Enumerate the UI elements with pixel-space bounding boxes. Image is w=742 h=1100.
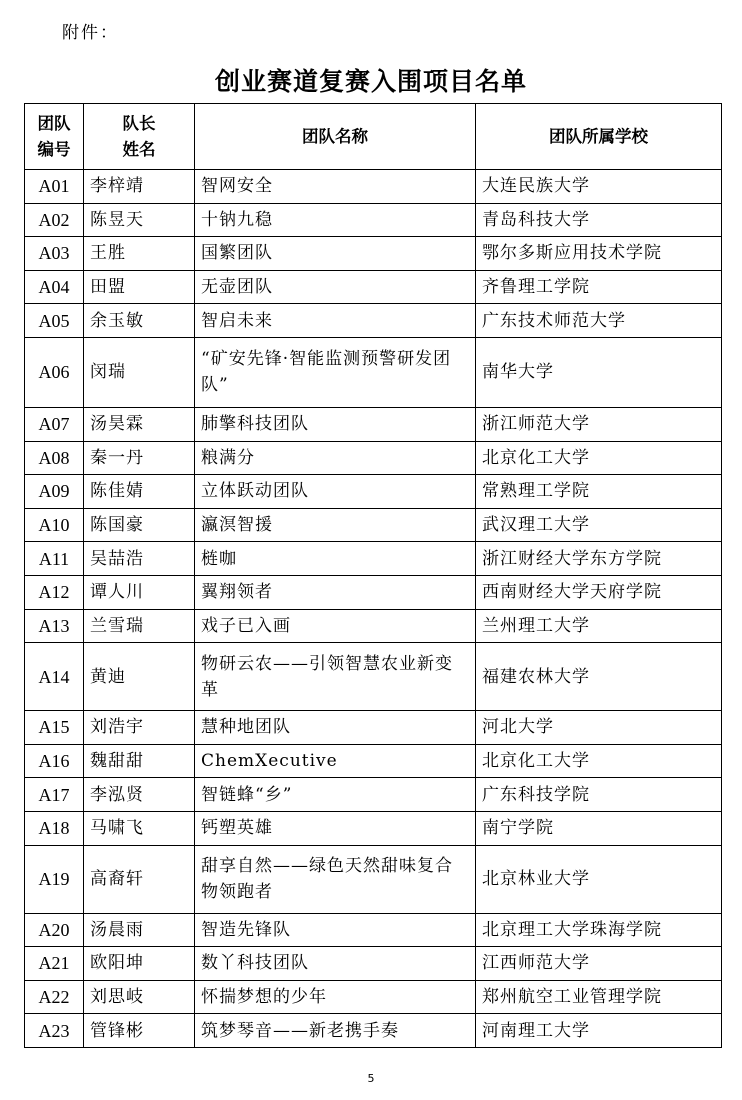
team-name-cell: 国繁团队 [195,237,476,271]
table-row [25,778,722,812]
header-school: 团队所属学校 [476,104,722,170]
leader-name-cell: 欧阳坤 [84,947,195,981]
table-row [25,811,722,845]
leader-name-cell: 陈昱天 [84,203,195,237]
team-code-cell: A22 [25,980,84,1014]
school-cell: 南宁学院 [476,811,722,845]
team-name-cell: 怀揣梦想的少年 [195,980,476,1014]
leader-name-cell: 陈佳婧 [84,475,195,509]
table-row [25,609,722,643]
leader-name-cell: 黄迪 [84,643,195,711]
leader-name-cell: 管锋彬 [84,1014,195,1048]
table-row [25,407,722,441]
table-row [25,845,722,913]
header-leader-name-line2: 姓名 [122,139,156,159]
leader-name-cell: 陈国豪 [84,508,195,542]
team-name-cell: 智启未来 [195,304,476,338]
table-header [25,104,722,170]
school-cell: 北京林业大学 [476,845,722,913]
team-name-cell: 立体跃动团队 [195,475,476,509]
table-row [25,744,722,778]
team-name-cell: “矿安先锋·智能监测预警研发团队” [195,337,476,407]
school-cell: 武汉理工大学 [476,508,722,542]
school-cell: 北京化工大学 [476,744,722,778]
team-code-cell: A09 [25,475,84,509]
table-row [25,508,722,542]
school-cell: 浙江财经大学东方学院 [476,542,722,576]
school-cell: 河南理工大学 [476,1014,722,1048]
table-row [25,237,722,271]
table-row [25,575,722,609]
leader-name-cell: 高裔轩 [84,845,195,913]
team-code-cell: A06 [25,337,84,407]
table-row [25,1014,722,1048]
team-name-cell: ChemXecutive [195,744,476,778]
team-code-cell: A16 [25,744,84,778]
team-code-cell: A04 [25,270,84,304]
leader-name-cell: 王胜 [84,237,195,271]
team-code-cell: A02 [25,203,84,237]
leader-name-cell: 秦一丹 [84,441,195,475]
school-cell: 西南财经大学天府学院 [476,575,722,609]
team-name-cell: 肺擎科技团队 [195,407,476,441]
header-team-name: 团队名称 [195,104,476,170]
team-code-cell: A01 [25,170,84,204]
leader-name-cell: 刘思岐 [84,980,195,1014]
team-name-cell: 无壶团队 [195,270,476,304]
team-code-cell: A11 [25,542,84,576]
school-cell: 常熟理工学院 [476,475,722,509]
team-code-cell: A19 [25,845,84,913]
header-team-code [25,104,84,170]
leader-name-cell: 汤昊霖 [84,407,195,441]
team-name-cell: 筑梦琴音——新老携手奏 [195,1014,476,1048]
leader-name-cell: 吴喆浩 [84,542,195,576]
table-row [25,980,722,1014]
school-cell: 福建农林大学 [476,643,722,711]
table-row [25,337,722,407]
school-cell: 南华大学 [476,337,722,407]
school-cell: 广东技术师范大学 [476,304,722,338]
team-code-cell: A03 [25,237,84,271]
page-number: 5 [367,1072,375,1085]
school-cell: 北京化工大学 [476,441,722,475]
team-name-cell: 甜享自然——绿色天然甜味复合物领跑者 [195,845,476,913]
leader-name-cell: 李梓靖 [84,170,195,204]
team-name-cell: 翼翔领者 [195,575,476,609]
table-row [25,170,722,204]
team-code-cell: A18 [25,811,84,845]
team-name-cell: 智链蜂“乡” [195,778,476,812]
school-cell: 河北大学 [476,711,722,745]
team-code-cell: A13 [25,609,84,643]
table-row [25,913,722,947]
team-code-cell: A08 [25,441,84,475]
leader-name-cell: 余玉敏 [84,304,195,338]
team-code-cell: A07 [25,407,84,441]
team-code-cell: A10 [25,508,84,542]
team-name-cell: 物研云农——引领智慧农业新变革 [195,643,476,711]
table-row [25,947,722,981]
team-code-cell: A20 [25,913,84,947]
team-name-cell: 瀛溟智援 [195,508,476,542]
table-row [25,270,722,304]
school-cell: 大连民族大学 [476,170,722,204]
team-name-cell: 数丫科技团队 [195,947,476,981]
table-row [25,475,722,509]
team-name-cell: 智网安全 [195,170,476,204]
document-title: 创业赛道复赛入围项目名单 [214,67,527,96]
leader-name-cell: 田盟 [84,270,195,304]
team-code-cell: A12 [25,575,84,609]
team-name-cell: 戏子已入画 [195,609,476,643]
leader-name-cell: 马啸飞 [84,811,195,845]
table-row [25,441,722,475]
team-name-cell: 十钠九稳 [195,203,476,237]
team-name-cell: 梿咖 [195,542,476,576]
leader-name-cell: 魏甜甜 [84,744,195,778]
leader-name-cell: 谭人川 [84,575,195,609]
school-cell: 广东科技学院 [476,778,722,812]
team-code-cell: A05 [25,304,84,338]
table-row [25,711,722,745]
school-cell: 齐鲁理工学院 [476,270,722,304]
table-row [25,203,722,237]
header-leader-name [84,104,195,170]
team-code-cell: A14 [25,643,84,711]
school-cell: 江西师范大学 [476,947,722,981]
school-cell: 北京理工大学珠海学院 [476,913,722,947]
leader-name-cell: 闵瑞 [84,337,195,407]
leader-name-cell: 兰雪瑞 [84,609,195,643]
team-code-cell: A17 [25,778,84,812]
school-cell: 浙江师范大学 [476,407,722,441]
school-cell: 兰州理工大学 [476,609,722,643]
attachment-label: 附件： [62,23,119,43]
team-name-cell: 慧种地团队 [195,711,476,745]
school-cell: 鄂尔多斯应用技术学院 [476,237,722,271]
school-cell: 青岛科技大学 [476,203,722,237]
header-team-code-line1: 团队 [37,113,71,133]
header-leader-name-line1: 队长 [122,113,156,133]
header-team-code-line2: 编号 [37,139,71,159]
table-row [25,304,722,338]
finalist-table [24,103,722,1048]
team-code-cell: A21 [25,947,84,981]
leader-name-cell: 汤晨雨 [84,913,195,947]
table-body [25,170,722,1048]
table-row [25,542,722,576]
leader-name-cell: 刘浩宇 [84,711,195,745]
leader-name-cell: 李泓贤 [84,778,195,812]
team-name-cell: 粮满分 [195,441,476,475]
team-code-cell: A23 [25,1014,84,1048]
team-name-cell: 智造先锋队 [195,913,476,947]
team-code-cell: A15 [25,711,84,745]
school-cell: 郑州航空工业管理学院 [476,980,722,1014]
team-name-cell: 钙塑英雄 [195,811,476,845]
table-row [25,643,722,711]
